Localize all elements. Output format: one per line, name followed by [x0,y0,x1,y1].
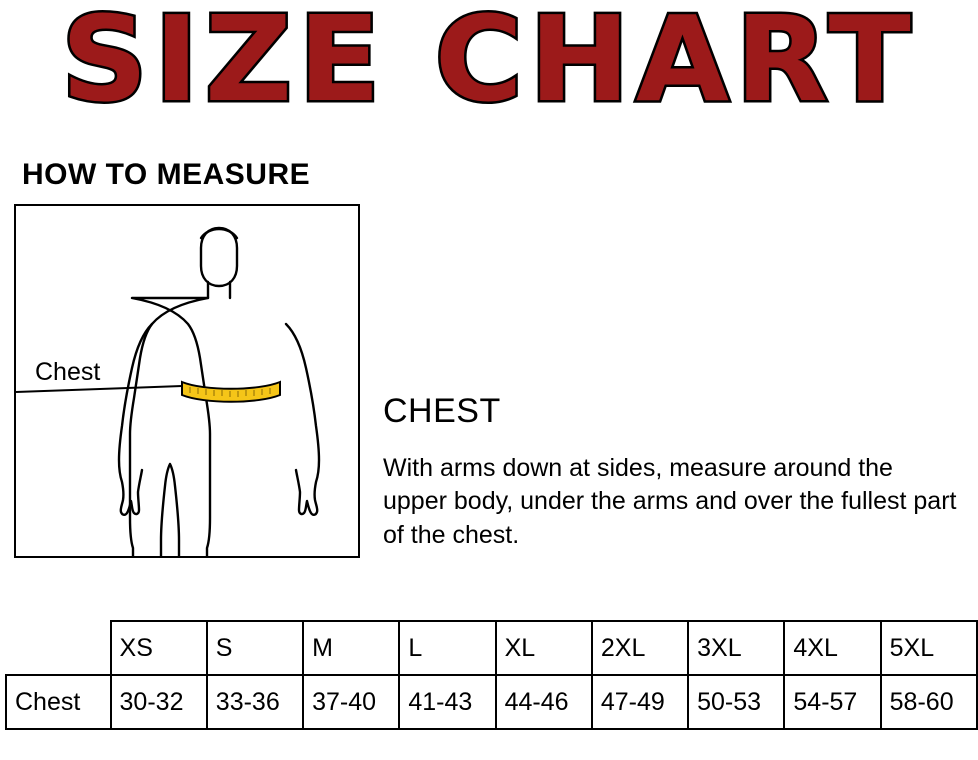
table-header-5xl: 5XL [881,621,977,675]
table-cell-chest-5xl: 58-60 [881,675,977,729]
table-cell-chest-3xl: 50-53 [688,675,784,729]
chest-section-heading: CHEST [383,392,501,430]
table-cell-chest-l: 41-43 [399,675,495,729]
table-header-l: L [399,621,495,675]
table-row [6,675,977,729]
table-header-2xl: 2XL [592,621,688,675]
table-header-s: S [207,621,303,675]
table-cell-chest-xl: 44-46 [496,675,592,729]
table-cell-chest-2xl: 47-49 [592,675,688,729]
table-header-4xl: 4XL [784,621,880,675]
size-table [5,620,978,730]
table-cell-chest-xs: 30-32 [111,675,207,729]
chest-section-description: With arms down at sides, measure around the upper body, under the arms and over the fullest part of the chest. [383,454,957,549]
table-header-m: M [303,621,399,675]
table-cell-chest-s: 33-36 [207,675,303,729]
table-header-xl: XL [496,621,592,675]
table-header-row [6,621,977,675]
page-title: SIZE CHART [61,0,917,128]
table-corner-cell [6,621,111,675]
table-cell-chest-m: 37-40 [303,675,399,729]
how-to-measure-heading: HOW TO MEASURE [22,158,311,191]
chest-callout-label: Chest [32,358,103,387]
tape-measure-icon [182,382,280,402]
table-header-xs: XS [111,621,207,675]
table-header-3xl: 3XL [688,621,784,675]
table-row-label-chest: Chest [6,675,111,729]
table-cell-chest-4xl: 54-57 [784,675,880,729]
